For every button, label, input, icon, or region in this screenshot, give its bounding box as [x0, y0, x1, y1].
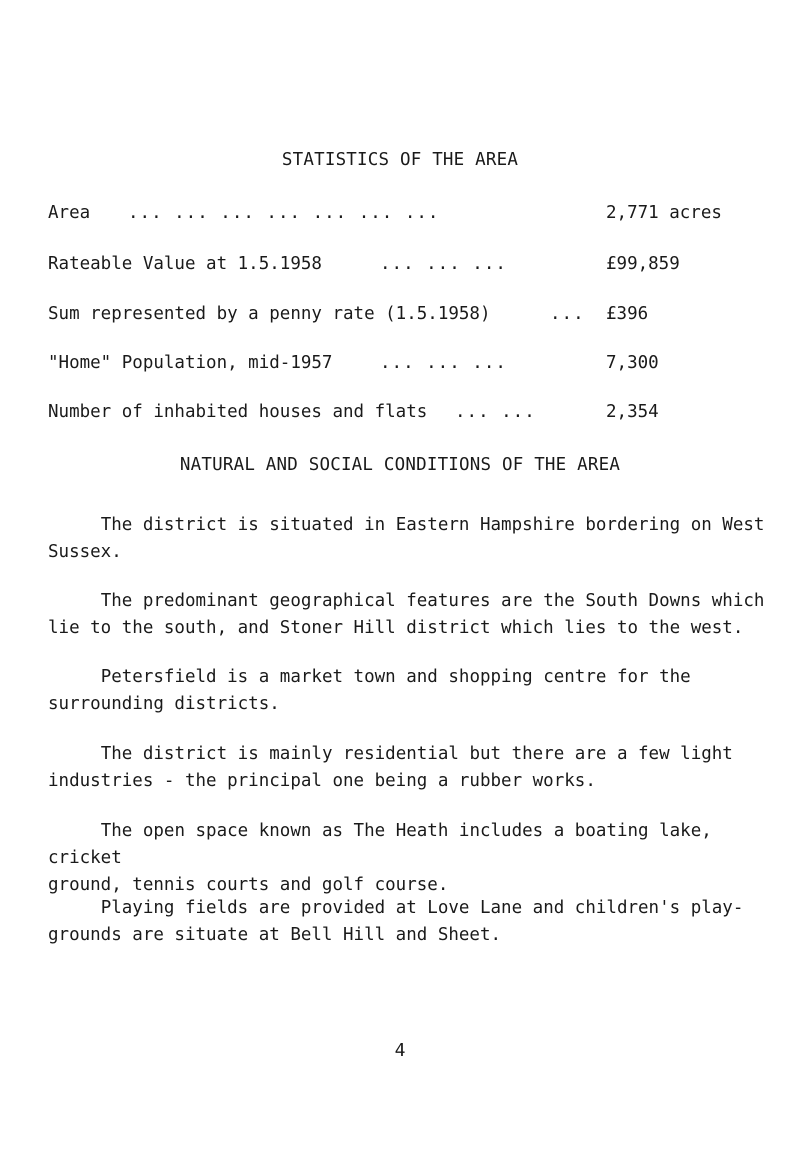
stat-value: 2,771 acres	[606, 203, 722, 223]
stat-row-area	[0, 203, 800, 231]
paragraph-location: The district is situated in Eastern Hampshire bordering on West Sussex.	[48, 515, 765, 562]
statistics-heading: STATISTICS OF THE AREA	[281, 150, 519, 170]
paragraph-market-town: Petersfield is a market town and shopping centre for the surrounding districts.	[48, 667, 691, 714]
stat-row-population	[0, 353, 800, 381]
stat-label: "Home" Population, mid-1957	[48, 353, 333, 373]
paragraph-geography: The predominant geographical features are the South Downs which lie to the south, and Stoner Hill district which lies to the west.	[48, 591, 765, 638]
stat-row-houses	[0, 402, 800, 430]
paragraph-playing-fields: Playing fields are provided at Love Lane and children's play- grounds are situate at Bell Hill and Sheet.	[48, 898, 744, 945]
stat-value: £396	[606, 304, 649, 324]
paragraph-open-space: The open space known as The Heath includes a boating lake, cricket ground, tennis courts and golf course.	[48, 821, 712, 895]
stat-value: 2,354	[606, 402, 659, 422]
stat-row-penny-rate	[0, 304, 800, 332]
leader-dots: ...	[550, 304, 585, 324]
leader-dots: ... ... ... ... ... ... ...	[128, 203, 440, 223]
page-number: 4	[394, 1040, 406, 1061]
stat-value: 7,300	[606, 353, 659, 373]
stat-label: Area	[48, 203, 91, 223]
stat-label: Number of inhabited houses and flats	[48, 402, 428, 422]
stat-label: Sum represented by a penny rate (1.5.1958)	[48, 304, 491, 324]
conditions-heading: NATURAL AND SOCIAL CONDITIONS OF THE AREA	[179, 455, 621, 475]
paragraph-industry: The district is mainly residential but there are a few light industries - the principal one being a rubber works.	[48, 744, 733, 791]
stat-value: £99,859	[606, 254, 680, 274]
leader-dots: ... ...	[455, 402, 536, 422]
leader-dots: ... ... ...	[380, 254, 507, 274]
stat-label: Rateable Value at 1.5.1958	[48, 254, 322, 274]
leader-dots: ... ... ...	[380, 353, 507, 373]
stat-row-rateable-value	[0, 254, 800, 282]
